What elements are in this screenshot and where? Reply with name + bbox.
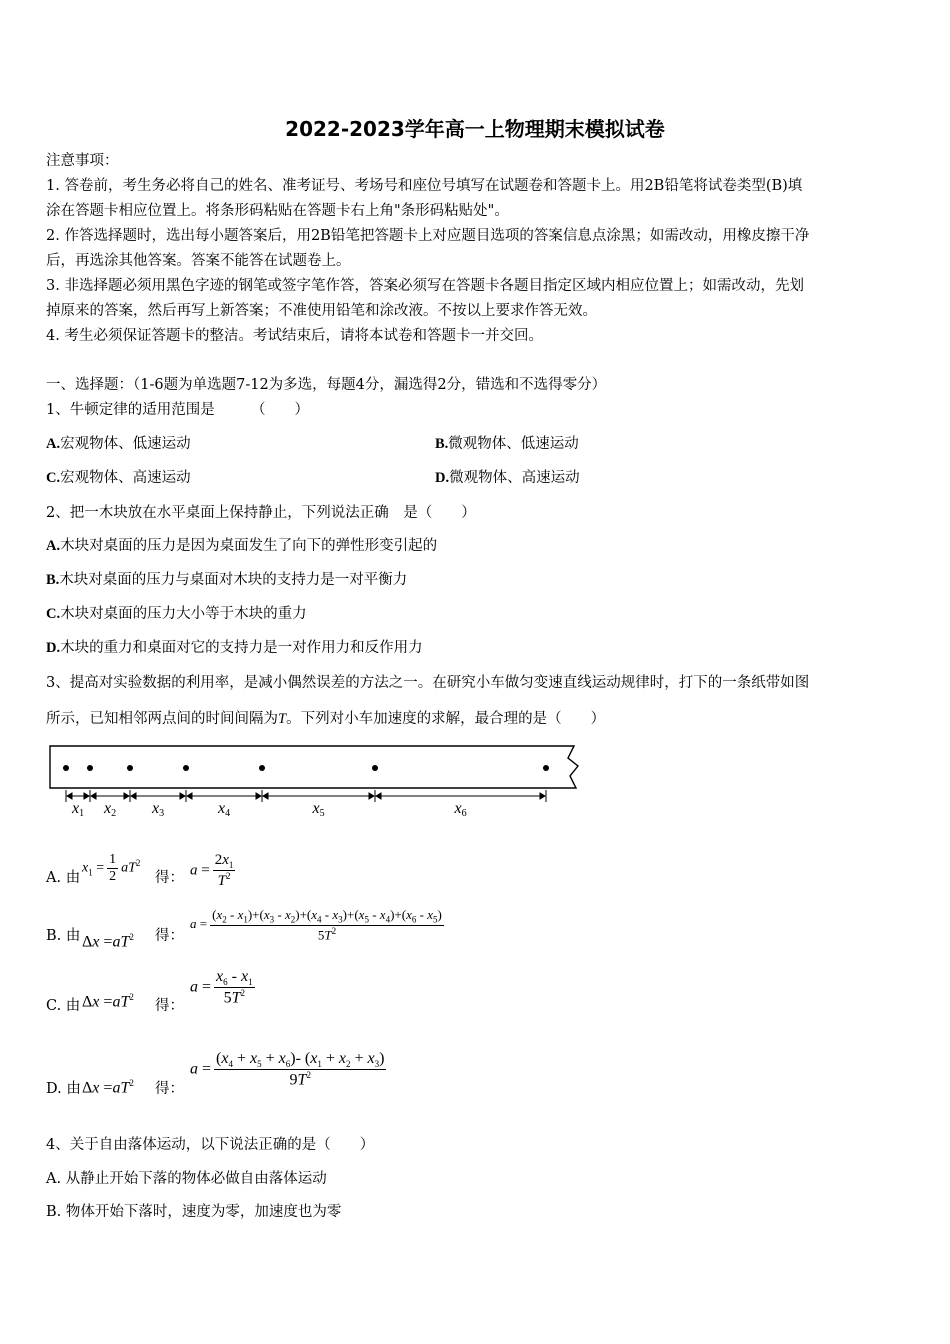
notice-line-3: 2. 作答选择题时，选出每小题答案后，用2B铅笔把答题卡上对应题目选项的答案信息点涂黑；如需改动，用橡皮擦干净 <box>46 228 810 244</box>
q3-option-c-label: C. 由 <box>46 998 81 1014</box>
tape-dot-1 <box>63 765 69 771</box>
tape-dim-arrow <box>91 793 96 799</box>
tape-dim-arrow <box>124 793 129 799</box>
q1-option-a: A.宏观物体、低速运动 <box>46 436 191 452</box>
q3-option-c-condition: $\Delta x =aT^2$ <box>82 992 134 1011</box>
tape-dim-arrow <box>263 793 268 799</box>
q1-option-c: C.宏观物体、高速运动 <box>46 470 191 486</box>
notice-line-1: 1. 答卷前，考生务必将自己的姓名、准考证号、考场号和座位号填写在试题卷和答题卡上。用2B铅笔将试卷类型(B)填 <box>46 178 803 194</box>
q4-option-a: A. 从静止开始下落的物体必做自由落体运动 <box>46 1171 327 1187</box>
q2-option-c: C.木块对桌面的压力大小等于木块的重力 <box>46 606 307 622</box>
notice-line-5: 3. 非选择题必须用黑色字迹的钢笔或签字笔作答，答案必须写在答题卡各题目指定区域内相应位置上；如需改动，先划 <box>46 278 804 294</box>
tape-label-x1: x1 <box>72 800 85 819</box>
q3-option-a-result: a = $\frac{2x_1}{T^2}$ <box>190 852 234 889</box>
notice-line-4: 后，再选涂其他答案。答案不能答在试题卷上。 <box>46 253 351 269</box>
q3-option-d-result: a = $\frac{(x_4 + x_5 + x_6)- (x_1 + x_2 + x_3)}{9T^2}$ <box>190 1050 385 1089</box>
tape-label-x2: x2 <box>104 800 117 819</box>
section-heading: 一、选择题：（1-6题为单选题7-12为多选，每题4分，漏选得2分，错选和不选得零分） <box>46 377 607 393</box>
tape-dot-2 <box>87 765 93 771</box>
page-title: 2022-2023学年高一上物理期末模拟试卷 <box>285 117 665 141</box>
q1-stem: 1、牛顿定律的适用范围是 （ ） <box>46 402 309 418</box>
tape-dot-3 <box>127 765 133 771</box>
tape-dim-arrow <box>540 793 545 799</box>
notice-line-6: 掉原来的答案，然后再写上新答案；不准使用铅笔和涂改液。不按以上要求作答无效。 <box>46 303 597 319</box>
notice-heading: 注意事项： <box>46 153 119 169</box>
tape-dot-5 <box>259 765 265 771</box>
q3-option-a-label: A. 由 <box>46 870 81 886</box>
notice-line-7: 4. 考生必须保证答题卡的整洁。考试结束后，请将本试卷和答题卡一并交回。 <box>46 328 543 344</box>
tape-dimensions <box>66 790 546 819</box>
paper-tape-diagram <box>44 740 584 822</box>
tape-dots <box>63 765 549 771</box>
tape-label-x5: x5 <box>312 800 325 819</box>
q3-option-b-result: a = $\frac{(x_2 - x_1)+(x_3 - x_2)+(x_4 - x_3)+(x_5 - x_4)+(x_6 - x_5)}{5T^2}$ <box>190 907 442 942</box>
tape-label-x3: x3 <box>152 800 165 819</box>
q2-option-a: A.木块对桌面的压力是因为桌面发生了向下的弹性形变引起的 <box>46 538 438 554</box>
q3-option-d-get: 得： <box>155 1081 184 1097</box>
q3-option-a-get: 得： <box>155 870 184 886</box>
q2-stem: 2、把一木块放在水平桌面上保持静止，下列说法正确 是（ ） <box>46 505 476 521</box>
notice-line-2: 涂在答题卡相应位置上。将条形码粘贴在答题卡右上角"条形码粘贴处"。 <box>46 203 509 219</box>
q3-option-b-get: 得： <box>155 928 184 944</box>
q3-stem-line-1: 3、提高对实验数据的利用率，是减小偶然误差的方法之一。在研究小车做匀变速直线运动规律时，打下的一条纸带如图 <box>46 675 810 691</box>
tape-dot-7 <box>543 765 549 771</box>
q1-option-d: D.微观物体、高速运动 <box>435 470 580 486</box>
tape-dim-arrow <box>67 793 72 799</box>
tape-dim-arrow <box>180 793 185 799</box>
q3-option-d-condition: $\Delta x =aT^2$ <box>82 1078 134 1097</box>
tape-dim-arrow <box>256 793 261 799</box>
tape-dim-arrow <box>84 793 89 799</box>
tape-label-x6: x6 <box>454 800 467 819</box>
q3-option-c-result: a = $\frac{x_6 - x_1}{5T^2}$ <box>190 968 253 1007</box>
q4-option-b: B. 物体开始下落时，速度为零，加速度也为零 <box>46 1204 342 1220</box>
tape-dim-arrow <box>131 793 136 799</box>
q2-option-d: D.木块的重力和桌面对它的支持力是一对作用力和反作用力 <box>46 640 423 656</box>
q3-option-b-label: B. 由 <box>46 928 81 944</box>
q3-option-b-condition: $\Delta x =aT^2$ <box>82 932 134 951</box>
q3-option-a-condition: $x_1$ = $\frac{1}{2}$ $aT^2$ <box>82 852 141 884</box>
tape-dim-arrow <box>376 793 381 799</box>
tape-label-x4: x4 <box>218 800 231 819</box>
q3-option-d-label: D. 由 <box>46 1081 81 1097</box>
q3-stem-line-2: 所示，已知相邻两点间的时间间隔为T。下列对小车加速度的求解，最合理的是（ ） <box>46 711 606 727</box>
q2-option-b: B.木块对桌面的压力与桌面对木块的支持力是一对平衡力 <box>46 572 408 588</box>
tape-dot-4 <box>183 765 189 771</box>
q1-option-b: B.微观物体、低速运动 <box>435 436 579 452</box>
tape-dot-6 <box>372 765 378 771</box>
q3-option-c-get: 得： <box>155 998 184 1014</box>
tape-dim-arrow <box>187 793 192 799</box>
q4-stem: 4、关于自由落体运动，以下说法正确的是（ ） <box>46 1137 375 1153</box>
tape-dim-arrow <box>369 793 374 799</box>
